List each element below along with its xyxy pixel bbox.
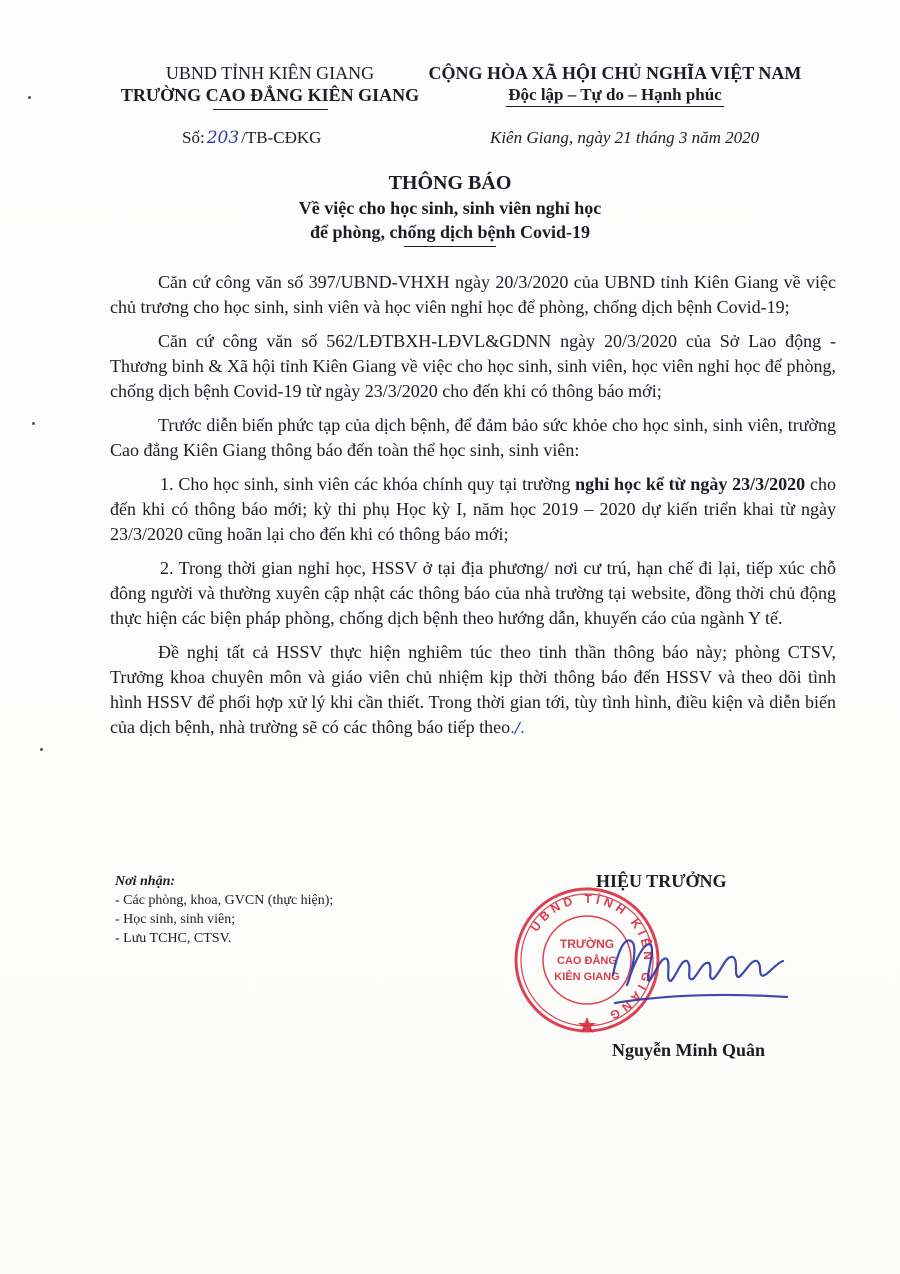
recipient-item: - Lưu TCHC, CTSV. (115, 931, 232, 946)
recipients-block (115, 872, 333, 948)
document-title-block (0, 170, 900, 244)
seal-inner-line3: KIÊN GIANG (554, 971, 620, 983)
document-body (110, 270, 836, 750)
request-text: Đề nghị tất cả HSSV thực hiện nghiêm túc theo tinh thần thông báo này; phòng CTSV, Trưởng khoa chuyên môn và giáo viên chủ nhiệm kịp thời thông báo đến HSSV và theo dõi tình hình HSSV để phối hợp xử lý khi cần thiết. Trong thời gian tới, tùy tình hình, điều kiện và diễn biến của dịch bệnh, nhà trường sẽ có các thông báo tiếp theo (110, 642, 836, 737)
document-title: THÔNG BÁO (388, 172, 512, 194)
seal-ring-text: UBND TỈNH KIÊN GIANG (527, 891, 656, 1025)
scan-speck (32, 422, 35, 425)
item-1-text-start: 1. Cho học sinh, sinh viên các khóa chính quy tại trường (160, 474, 576, 494)
issuer-block (110, 62, 430, 106)
issuer-underline (213, 109, 328, 110)
national-motto-block (410, 62, 820, 107)
doc-number-handwritten: 203 (206, 128, 240, 148)
body-item-1 (110, 472, 836, 547)
seal-inner-line2: CAO ĐẲNG (557, 955, 617, 967)
doc-number-prefix: Số: (182, 128, 205, 147)
body-paragraph-basis-2: Căn cứ công văn số 562/LĐTBXH-LĐVL&GDNN ngày 20/3/2020 của Sở Lao động - Thương binh & Xã hội tỉnh Kiên Giang về việc cho học sinh, sinh viên, học viên nghỉ học để phòng, chống dịch bệnh Covid-19 từ ngày 23/3/2020 cho đến khi có thông báo mới; (110, 331, 836, 401)
signer-name: Nguyễn Minh Quân (612, 1040, 766, 1060)
handwritten-signature-icon (605, 915, 790, 1015)
scan-speck (28, 96, 31, 99)
item-1-emphasis: nghỉ học kể từ ngày 23/3/2020 (575, 474, 806, 494)
place-date: Kiên Giang, ngày 21 tháng 3 năm 2020 (490, 128, 760, 147)
recipient-item: - Các phòng, khoa, GVCN (thực hiện); (115, 893, 334, 908)
recipient-item: - Học sinh, sinh viên; (115, 912, 236, 927)
document-subtitle-line2: để phòng, chống dịch bệnh Covid-19 (309, 222, 591, 242)
body-paragraph-request (110, 640, 836, 741)
national-title: CỘNG HÒA XÃ HỘI CHỦ NGHĨA VIỆT NAM (428, 63, 802, 83)
recipients-heading: Nơi nhận: (115, 874, 176, 889)
document-number (182, 128, 321, 148)
body-item-2: 2. Trong thời gian nghỉ học, HSSV ở tại địa phương/ nơi cư trú, hạn chế đi lại, tiếp xúc chỗ đông người và thường xuyên cập nhật các thông báo của nhà trường tại website, đồng thời chủ động thực hiện các biện pháp phòng, chống dịch bệnh theo hướng dẫn, khuyến cáo của ngành Y tế. (110, 558, 836, 628)
seal-inner-line1: TRƯỜNG (559, 937, 615, 951)
document-subtitle-line1: Về việc cho học sinh, sinh viên nghỉ học (298, 198, 602, 218)
issuer-name: TRƯỜNG CAO ĐẲNG KIÊN GIANG (120, 85, 420, 105)
item-1-text-end: cho đến khi có thông báo mới; kỳ thi phụ Học kỳ I, năm học 2019 – 2020 dự kiến triển khai từ ngày 23/3/2020 cũng hoãn lại cho đến khi có thông báo mới; (110, 474, 836, 544)
body-paragraph-basis-1: Căn cứ công văn số 397/UBND-VHXH ngày 20/3/2020 của UBND tỉnh Kiên Giang về việc chủ trương cho học sinh, sinh viên và học viên nghỉ học để phòng, chống dịch bệnh Covid-19; (110, 272, 836, 317)
national-motto: Độc lập – Tự do – Hạnh phúc (506, 84, 723, 107)
issuer-parent-agency: UBND TỈNH KIÊN GIANG (165, 63, 375, 83)
handwritten-initial-mark: ./. (510, 719, 525, 737)
scan-speck (40, 748, 43, 751)
title-underline (404, 246, 496, 247)
body-paragraph-context: Trước diễn biến phức tạp của dịch bệnh, để đảm bảo sức khỏe cho học sinh, sinh viên, trường Cao đẳng Kiên Giang thông báo đến toàn thể học sinh, sinh viên: (110, 415, 836, 460)
doc-number-suffix: /TB-CĐKG (241, 128, 322, 147)
signer-title: HIỆU TRƯỞNG (596, 871, 727, 891)
